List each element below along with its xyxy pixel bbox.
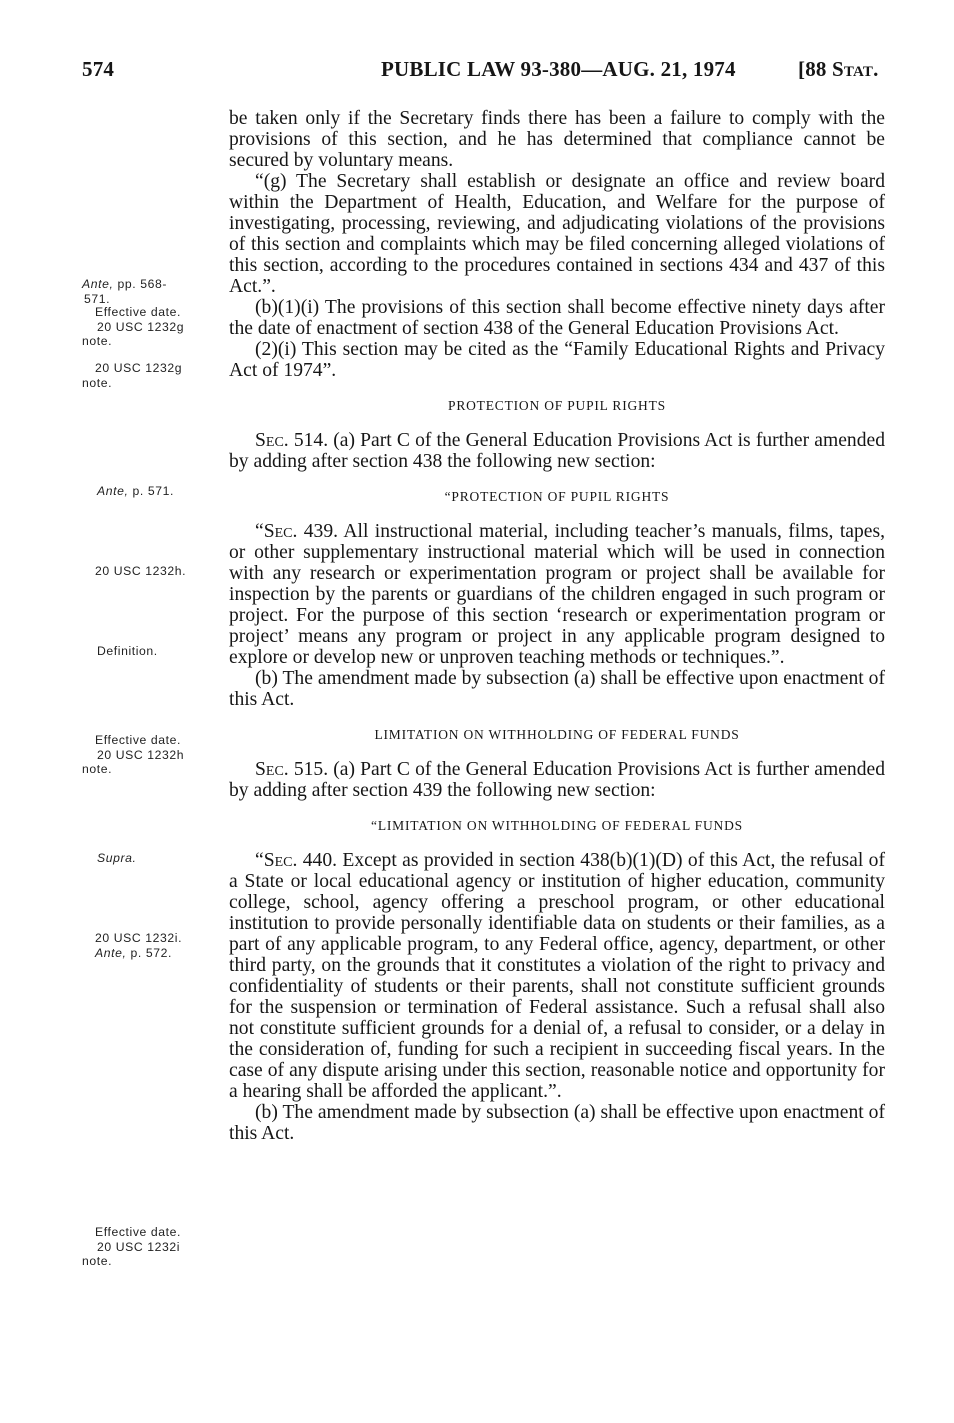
margin-note-usc-1232h: 20 USC 1232h. — [95, 564, 187, 578]
margin-note-usc-1232i — [95, 931, 227, 960]
margin-note-word: note. — [82, 762, 113, 776]
margin-effective-date: Effective date. — [95, 305, 182, 319]
margin-note-effective-date-3 — [82, 1225, 227, 1269]
section-heading-439: “PROTECTION OF PUPIL RIGHTS — [444, 489, 670, 504]
section-label: “Sec. 440. — [255, 850, 338, 871]
margin-note-supra: Supra. — [97, 851, 137, 865]
margin-ante-pages: pp. 568- — [117, 277, 167, 291]
margin-note-usc-1232g — [82, 361, 227, 390]
margin-note-definition: Definition. — [97, 644, 158, 658]
section-label: Sec. 514. — [255, 430, 329, 451]
margin-note-word: note. — [82, 334, 113, 348]
margin-usc-cite: 20 USC 1232g — [95, 361, 183, 375]
paragraph-sec-440 — [229, 850, 885, 1102]
section-text: Except as provided in section 438(b)(1)(D) of this Act, the refusal of a State or local educational agency or institution of higher education, community college, school, agency offering a preschool program, or other educational institution to provide personally identifiable data on students or their families, as a part of any applicable program, to any Federal office, agency, department, or other third party, on the grounds that it constitutes a violation of the right to privacy and confidentiality of students or their parents, shall not constitute sufficient grounds for the suspension or termination of Federal assistance. Such a refusal shall also not constitute sufficient grounds for a denial of, a refusal to consider, or a delay in the consideration of, funding for such a recipient in succeeding fiscal years. In the case of any dispute arising under this section, reasonable notice and opportunity for a hearing shall be afforded the applicant.”. — [229, 850, 885, 1102]
margin-note-word: note. — [82, 375, 113, 390]
margin-ante-label: Ante, — [82, 277, 114, 291]
section-text: All instructional material, including teacher’s manuals, films, tapes, or other supplementary instructional material which will be used in connection with any research or experimentation program or project shall be available for inspection by the parents or guardians of the children engaged in such program or project. For the purpose of this section ‘research or experimentation program or project’ means any program or project in any applicable program designed to explore or develop new or unproven teaching methods or techniques.”. — [229, 521, 885, 668]
margin-usc-cite: 20 USC 1232i. — [95, 931, 183, 945]
margin-note-ante-571 — [97, 484, 229, 499]
section-text: (a) Part C of the General Education Provisions Act is further amended by adding after section 438 the following new section: — [229, 430, 885, 472]
margin-ante-pages: p. 572. — [130, 945, 172, 960]
paragraph-sec-439 — [229, 521, 885, 668]
body-text — [229, 108, 885, 1144]
paragraph-short-title: (2)(i) This section may be cited as the “Family Educational Rights and Privacy Act of 1974”. — [229, 339, 885, 381]
paragraph-514-b: (b) The amendment made by subsection (a) shall be effective upon enactment of this Act. — [229, 668, 885, 710]
margin-usc-cite: 20 USC 1232h — [97, 747, 185, 762]
paragraph-effective-date: (b)(1)(i) The provisions of this section shall become effective ninety days after the date of enactment of section 438 of the General Education Provisions Act. — [229, 297, 885, 339]
section-heading-515: LIMITATION ON WITHHOLDING OF FEDERAL FUNDS — [374, 727, 740, 742]
margin-note-word: note. — [82, 1254, 113, 1268]
margin-ante-pages: p. 571. — [132, 484, 174, 498]
paragraph-sec-515 — [229, 759, 885, 801]
margin-note-effective-date-1 — [82, 305, 227, 349]
paragraph-continuation: be taken only if the Secretary finds there has been a failure to comply with the provisions of this section, and he has determined that compliance cannot be secured by voluntary means. — [229, 108, 885, 171]
paragraph-515-b: (b) The amendment made by subsection (a) shall be effective upon enactment of this Act. — [229, 1102, 885, 1144]
margin-note-ante-568 — [82, 277, 214, 306]
section-heading-440: “LIMITATION ON WITHHOLDING OF FEDERAL FUNDS — [371, 818, 743, 833]
margin-ante-label: Ante, — [97, 484, 129, 498]
section-label: “Sec. 439. — [255, 521, 339, 542]
volume-suffix: Stat. — [832, 57, 879, 81]
paragraph-subsection-g: “(g) The Secretary shall establish or designate an office and review board within the Department of Health, Education, and Welfare for the purpose of investigating, processing, reviewing, and adjudicating violations of the provisions of this section and complaints which may be filed concerning alleged violations of this section, according to the procedures contained in sections 434 and 437 of this Act.”. — [229, 171, 885, 297]
section-heading-514: PROTECTION OF PUPIL RIGHTS — [448, 398, 666, 413]
margin-usc-cite: 20 USC 1232i — [97, 1239, 181, 1254]
margin-note-effective-date-2 — [82, 733, 227, 777]
section-text: (a) Part C of the General Education Provisions Act is further amended by adding after section 439 the following new section: — [229, 759, 885, 801]
volume-citation — [798, 57, 879, 82]
volume-prefix: [88 — [798, 57, 833, 81]
margin-effective-date: Effective date. — [95, 1225, 182, 1239]
margin-usc-cite: 20 USC 1232g — [97, 319, 185, 334]
margin-ante-label: Ante, — [95, 945, 127, 960]
running-title: PUBLIC LAW 93-380—AUG. 21, 1974 — [381, 57, 736, 81]
margin-ante-pages-cont: 571. — [84, 291, 111, 306]
section-label: Sec. 515. — [255, 759, 329, 780]
paragraph-sec-514 — [229, 430, 885, 472]
page-number: 574 — [82, 57, 115, 81]
margin-effective-date: Effective date. — [95, 733, 182, 747]
page-header — [0, 57, 954, 87]
